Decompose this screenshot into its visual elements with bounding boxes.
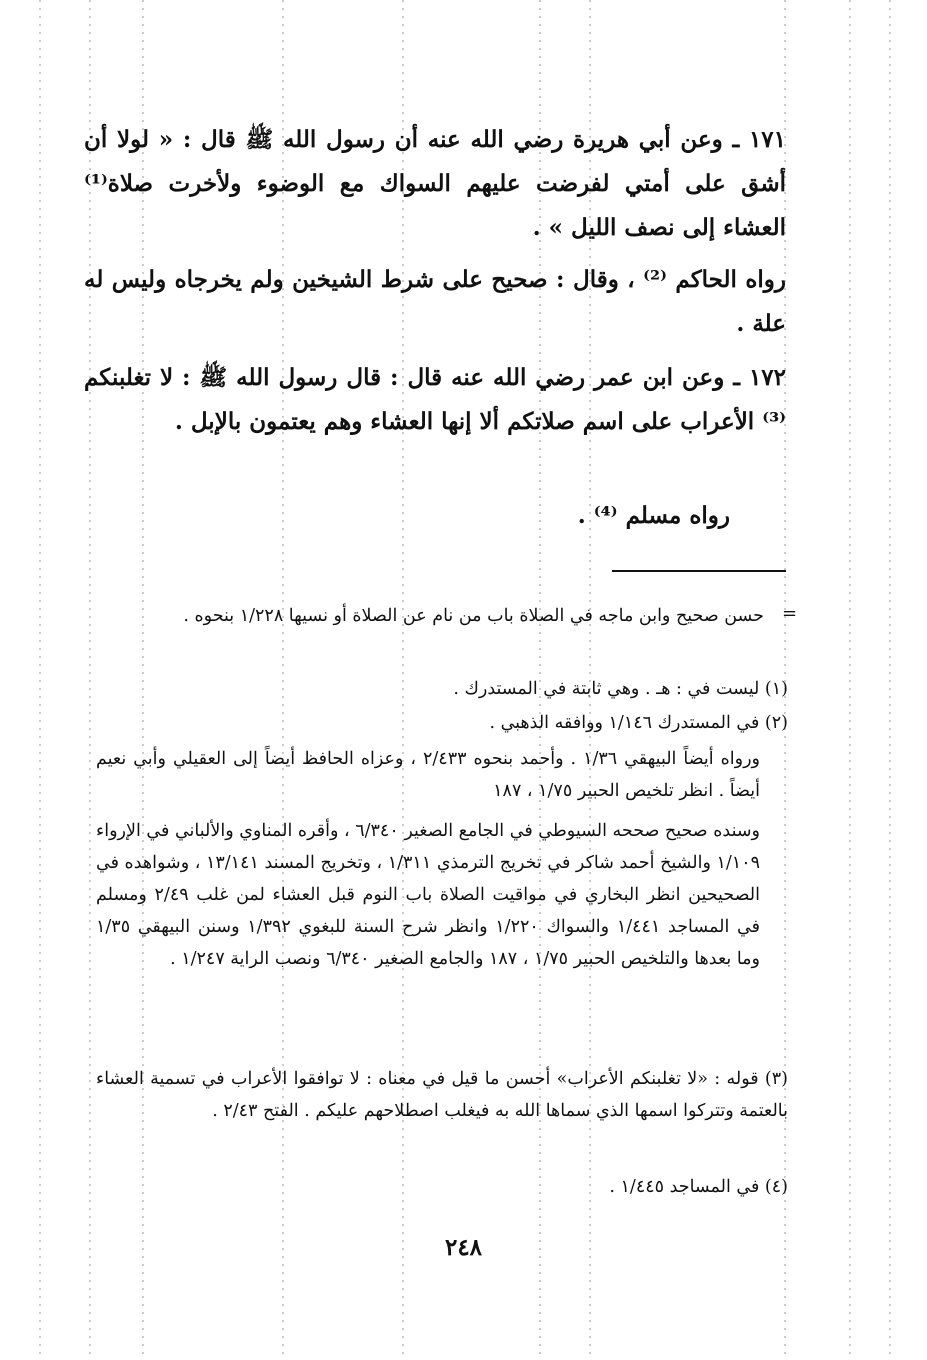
footnote-separator bbox=[612, 570, 786, 572]
footnote-2: (٢) في المستدرك ١/١٤٦ ووافقه الذهبي . bbox=[489, 713, 788, 733]
continuation-marker: = bbox=[782, 603, 798, 624]
narration-171: رواه الحاكم ⁽²⁾ ، وقال : صحيح على شرط الشيخين ولم يخرجاه وليس له علة . bbox=[84, 266, 787, 337]
footnote-continuation: حسن صحيح وابن ماجه في الصلاة باب من نام عن الصلاة أو نسيها ١/٢٢٨ بنحوه . bbox=[183, 606, 764, 626]
hadith-172: ١٧٢ ـ وعن ابن عمر رضي الله عنه قال : قال رسول الله ﷺ : لا تغلبنكم ⁽³⁾ الأعراب على اسم صلاتكم ألا إنها العشاء وهم يعتمون بالإبل . bbox=[84, 364, 786, 435]
footnote-2-sources: ورواه أيضاً البيهقي ١/٣٦ . وأحمد بنحوه ٢/٤٣٣ ، وعزاه الحافظ أيضاً إلى العقيلي وأبي نعيم أيضاً . انظر تلخيص الحبير ١/٧٥ ، ١٨٧ bbox=[96, 749, 760, 801]
footnote-4: (٤) في المساجد ١/٤٤٥ . bbox=[609, 1177, 788, 1197]
footnote-1: (١) ليست في : هـ . وهي ثابتة في المستدرك . bbox=[453, 679, 788, 699]
hadith-171: ١٧١ ـ وعن أبي هريرة رضي الله عنه أن رسول الله ﷺ قال : « لولا أن أشق على أمتي لفرضت عليهم السواك مع الوضوء ولأخرت صلاة⁽¹⁾ العشاء إلى نصف الليل » . bbox=[84, 126, 786, 241]
footnote-3: (٣) قوله : «لا تغلبنكم الأعراب» أحسن ما قيل في معناه : لا توافقوا الأعراب في تسمية العشاء بالعتمة وتتركوا اسمها الذي سماها الله به فيغلب اصطلاحهم عليكم . الفتح ٢/٤٣ . bbox=[96, 1069, 788, 1121]
narration-172: رواه مسلم ⁽⁴⁾ . bbox=[577, 502, 730, 529]
footnote-2-grading: وسنده صحيح صححه السيوطي في الجامع الصغير ٦/٣٤٠ ، وأقره المناوي والألباني في الإرواء ١/١٠٩ والشيخ أحمد شاكر في تخريج الترمذي ١/٣١١ ، وتخريج المسند ١٣/١٤١ ، وشواهده في الصحيحين انظر البخاري في مواقيت الصلاة باب النوم قبل العشاء لمن غلب ٢/٤٩ ومسلم في المساجد ١/٤٤١ والسواك ١/٢٢٠ وانظر شرح السنة للبغوي ١/٣٩٢ وسنن البيهقي ١/٣٥ وما بعدها والتلخيص الحبير ١/٧٥ ، ١٨٧ والجامع الصغير ٦/٣٤٠ ونصب الراية ١/٢٤٧ . bbox=[96, 821, 761, 969]
page-number: ٢٤٨ bbox=[444, 1234, 483, 1261]
